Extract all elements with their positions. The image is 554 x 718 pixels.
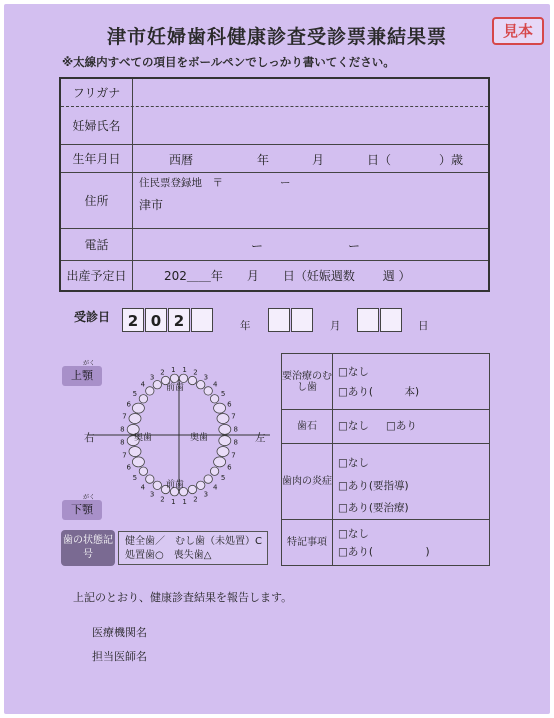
calculus-label: 歯石 bbox=[282, 409, 333, 443]
lower-jaw-label: 下顎 bbox=[62, 500, 102, 520]
dob-era: 西暦 bbox=[169, 153, 194, 167]
calculus-yes-checkbox[interactable]: □あり bbox=[386, 420, 417, 432]
upper-tooth-number: 4 bbox=[212, 380, 218, 389]
lower-tooth-number: 6 bbox=[227, 463, 232, 472]
upper-tooth[interactable] bbox=[132, 403, 144, 413]
lower-tooth-number: 3 bbox=[203, 490, 209, 499]
name-label: 妊婦氏名 bbox=[61, 106, 133, 144]
right-molar-label: 奥歯 bbox=[134, 433, 153, 443]
special-yes-checkbox[interactable]: □あり( ) bbox=[338, 546, 430, 558]
doctor-name-label: 担当医師名 bbox=[92, 650, 147, 663]
exam-year-digit-2[interactable]: 0 bbox=[145, 308, 167, 332]
instruction-note: ※太線内すべての項目をボールペンでしっかり書いてください。 bbox=[62, 55, 395, 69]
exam-year-unit: 年 bbox=[240, 320, 251, 332]
phone-dash-2: ー bbox=[348, 239, 361, 253]
special-notes-label: 特記事項 bbox=[282, 519, 333, 565]
exam-year-digit-4[interactable] bbox=[191, 308, 213, 332]
lower-tooth-number: 1 bbox=[182, 498, 187, 505]
caries-label: 要治療のむし歯 bbox=[282, 354, 333, 409]
upper-front-label: 前歯 bbox=[166, 383, 185, 393]
lower-tooth[interactable] bbox=[153, 481, 161, 489]
upper-tooth[interactable] bbox=[139, 395, 147, 403]
upper-tooth-number: 6 bbox=[227, 400, 232, 409]
upper-tooth-number: 1 bbox=[182, 365, 187, 374]
address-postal-dash: ー bbox=[280, 177, 291, 189]
dob-day-unit: 日（ bbox=[367, 153, 392, 167]
upper-tooth[interactable] bbox=[153, 381, 161, 389]
upper-tooth-number: 1 bbox=[171, 365, 176, 374]
upper-tooth[interactable] bbox=[146, 387, 154, 395]
phone-label: 電話 bbox=[61, 228, 133, 260]
upper-tooth-number: 7 bbox=[231, 412, 236, 421]
upper-tooth[interactable] bbox=[214, 403, 226, 413]
lower-tooth[interactable] bbox=[214, 457, 226, 467]
lower-jaw-ruby: がく bbox=[83, 494, 96, 501]
special-none-checkbox[interactable]: □なし bbox=[338, 528, 369, 540]
address-registry: 住民票登録地 〒 bbox=[139, 177, 223, 189]
address-city: 津市 bbox=[139, 198, 164, 212]
upper-tooth[interactable] bbox=[197, 381, 205, 389]
lower-tooth[interactable] bbox=[204, 475, 212, 483]
lower-tooth[interactable] bbox=[217, 447, 229, 457]
lower-tooth-number: 2 bbox=[193, 495, 198, 504]
caries-none-checkbox[interactable]: □なし bbox=[338, 366, 369, 378]
exam-date-label: 受診日 bbox=[74, 310, 111, 324]
exam-month-digit-2[interactable] bbox=[291, 308, 313, 332]
findings-table bbox=[281, 353, 490, 566]
gum-label: 歯肉の炎症 bbox=[282, 443, 333, 519]
gum-none-checkbox[interactable]: □なし bbox=[338, 457, 369, 469]
sample-stamp: 見本 bbox=[492, 17, 544, 45]
legend-line-2: 処置歯○ 喪失歯△ bbox=[125, 550, 212, 561]
lower-tooth[interactable] bbox=[146, 475, 154, 483]
furigana-label: フリガナ bbox=[61, 79, 133, 106]
lower-tooth-number: 5 bbox=[220, 474, 226, 483]
upper-tooth-number: 2 bbox=[193, 368, 198, 377]
upper-jaw-ruby: がく bbox=[83, 360, 96, 367]
lower-tooth[interactable] bbox=[197, 481, 205, 489]
due-date-label: 出産予定日 bbox=[61, 260, 133, 290]
exam-year-digit-3[interactable]: 2 bbox=[168, 308, 190, 332]
exam-day-unit: 日 bbox=[418, 320, 429, 332]
exam-month-unit: 月 bbox=[330, 320, 341, 332]
gum-guidance-checkbox[interactable]: □あり(要指導) bbox=[338, 480, 409, 492]
lower-tooth-number: 3 bbox=[149, 490, 155, 499]
upper-tooth[interactable] bbox=[210, 395, 218, 403]
gum-treatment-checkbox[interactable]: □あり(要治療) bbox=[338, 502, 409, 514]
report-statement: 上記のとおり、健康診査結果を報告します。 bbox=[73, 591, 293, 604]
upper-tooth-number: 3 bbox=[203, 373, 209, 382]
upper-jaw-label: 上顎 bbox=[62, 366, 102, 386]
exam-year-digit-1[interactable]: 2 bbox=[122, 308, 144, 332]
upper-tooth-number: 3 bbox=[149, 373, 155, 382]
left-side-label: 左 bbox=[255, 432, 266, 444]
lower-tooth-number: 5 bbox=[132, 474, 138, 483]
due-date-text: 202＿＿年 月 日（妊娠週数 週 ） bbox=[164, 269, 411, 283]
lower-tooth-number: 4 bbox=[212, 483, 218, 492]
lower-front-label: 前歯 bbox=[166, 480, 185, 490]
tooth-status-legend bbox=[118, 531, 268, 565]
lower-tooth-number: 6 bbox=[126, 463, 131, 472]
address-label: 住所 bbox=[61, 172, 133, 228]
tooth-status-legend-tag: 歯の状態記号 bbox=[61, 530, 115, 566]
upper-tooth-number: 2 bbox=[160, 368, 165, 377]
dob-age-unit: ）歳 bbox=[439, 153, 464, 167]
exam-day-digit-1[interactable] bbox=[357, 308, 379, 332]
lower-tooth-number: 2 bbox=[160, 495, 165, 504]
dob-year-unit: 年 bbox=[257, 153, 270, 167]
lower-tooth[interactable] bbox=[139, 467, 147, 475]
upper-tooth-number: 8 bbox=[233, 425, 238, 434]
calculus-none-checkbox[interactable]: □なし bbox=[338, 420, 369, 432]
left-molar-label: 奥歯 bbox=[190, 433, 209, 443]
exam-month-digit-1[interactable] bbox=[268, 308, 290, 332]
upper-tooth-number: 6 bbox=[126, 400, 131, 409]
upper-tooth[interactable] bbox=[188, 376, 196, 384]
dob-month-unit: 月 bbox=[312, 153, 325, 167]
clinic-name-label: 医療機関名 bbox=[92, 626, 147, 639]
dob-label: 生年月日 bbox=[61, 144, 133, 172]
lower-tooth[interactable] bbox=[210, 467, 218, 475]
lower-tooth-number: 7 bbox=[231, 451, 236, 460]
phone-dash-1: ー bbox=[251, 239, 264, 253]
exam-day-digit-2[interactable] bbox=[380, 308, 402, 332]
upper-tooth[interactable] bbox=[217, 414, 229, 424]
upper-tooth-number: 4 bbox=[140, 380, 146, 389]
lower-tooth-number: 1 bbox=[171, 498, 176, 505]
lower-tooth-number: 8 bbox=[120, 438, 125, 447]
upper-tooth[interactable] bbox=[219, 424, 231, 434]
caries-yes-checkbox[interactable]: □あり( 本) bbox=[338, 386, 420, 398]
lower-tooth[interactable] bbox=[188, 485, 196, 493]
upper-tooth[interactable] bbox=[129, 414, 141, 424]
right-side-label: 右 bbox=[84, 432, 95, 444]
lower-tooth[interactable] bbox=[219, 436, 231, 446]
upper-tooth[interactable] bbox=[204, 387, 212, 395]
form-title: 津市妊婦歯科健康診査受診票兼結果票 bbox=[106, 26, 447, 48]
upper-tooth-number: 7 bbox=[122, 412, 127, 421]
lower-tooth-number: 4 bbox=[140, 483, 146, 492]
upper-tooth-number: 5 bbox=[132, 389, 138, 398]
lower-tooth-number: 8 bbox=[233, 438, 238, 447]
lower-tooth[interactable] bbox=[132, 457, 144, 467]
legend-line-1: 健全歯／ むし歯（未処置）C bbox=[125, 536, 262, 547]
personal-info-table bbox=[59, 77, 490, 292]
upper-tooth-number: 8 bbox=[120, 425, 125, 434]
upper-tooth-number: 5 bbox=[220, 389, 226, 398]
lower-tooth-number: 7 bbox=[122, 451, 127, 460]
lower-tooth[interactable] bbox=[129, 447, 141, 457]
